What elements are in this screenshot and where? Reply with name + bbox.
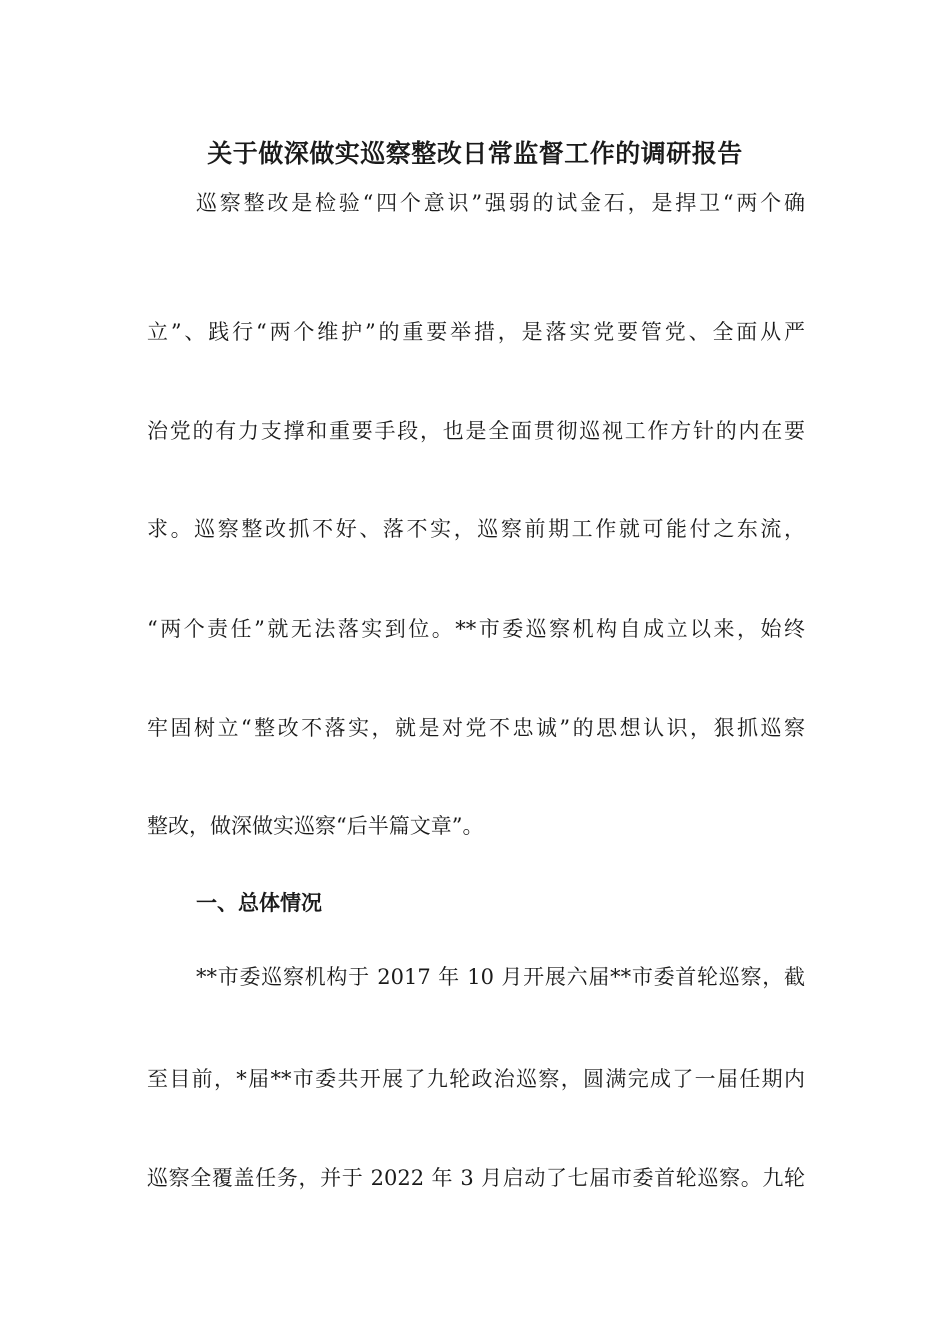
section-heading: 一、总体情况 bbox=[196, 890, 322, 915]
paragraph-line: “两个责任”就无法落实到位。**市委巡察机构自成立以来，始终 bbox=[147, 617, 805, 641]
paragraph-line: 牢固树立“整改不落实，就是对党不忠诚”的思想认识，狠抓巡察 bbox=[147, 716, 805, 740]
paragraph-line: 立”、践行“两个维护”的重要举措，是落实党要管党、全面从严 bbox=[147, 320, 805, 344]
paragraph-line: 求。巡察整改抓不好、落不实，巡察前期工作就可能付之东流， bbox=[147, 517, 805, 541]
paragraph-line: 整改，做深做实巡察“后半篇文章”。 bbox=[147, 814, 484, 838]
paragraph-line: 至目前，*届**市委共开展了九轮政治巡察，圆满完成了一届任期内 bbox=[147, 1067, 805, 1091]
paragraph-line: **市委巡察机构于 2017 年 10 月开展六届**市委首轮巡察，截 bbox=[196, 965, 805, 989]
document-title: 关于做深做实巡察整改日常监督工作的调研报告 bbox=[207, 139, 743, 168]
paragraph-line: 巡察整改是检验“四个意识”强弱的试金石，是捍卫“两个确 bbox=[196, 191, 805, 215]
paragraph-line: 治党的有力支撑和重要手段，也是全面贯彻巡视工作方针的内在要 bbox=[147, 419, 805, 443]
paragraph-line: 巡察全覆盖任务，并于 2022 年 3 月启动了七届市委首轮巡察。九轮 bbox=[147, 1166, 805, 1190]
